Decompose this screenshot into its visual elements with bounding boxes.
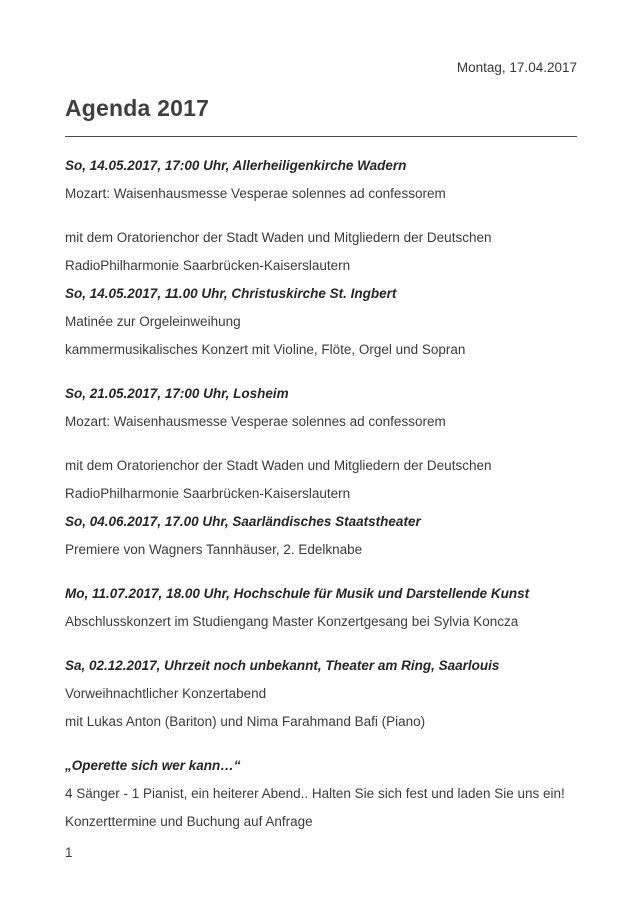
event-heading: So, 04.06.2017, 17.00 Uhr, Saarländisches Staatstheater — [65, 514, 421, 529]
event-detail-line: kammermusikalisches Konzert mit Violine, Flöte, Orgel und Sopran — [65, 342, 466, 357]
event-detail-line: RadioPhilharmonie Saarbrücken-Kaiserslautern — [65, 486, 351, 501]
event-detail-line: Matinée zur Orgeleinweihung — [65, 314, 241, 329]
agenda-body — [65, 152, 577, 836]
event-heading: So, 21.05.2017, 17:00 Uhr, Losheim — [65, 386, 289, 401]
page-title: Agenda 2017 — [65, 95, 210, 121]
event-heading: So, 14.05.2017, 11.00 Uhr, Christuskirche St. Ingbert — [65, 286, 397, 301]
document-date: Montag, 17.04.2017 — [456, 60, 577, 75]
event-heading: So, 14.05.2017, 17:00 Uhr, Allerheiligenkirche Wadern — [65, 158, 407, 173]
page-number: 1 — [65, 845, 73, 860]
event-heading: Mo, 11.07.2017, 18.00 Uhr, Hochschule für Musik und Darstellende Kunst — [65, 586, 530, 601]
event-detail-line: mit dem Oratorienchor der Stadt Waden und Mitgliedern der Deutschen — [65, 458, 492, 473]
event-heading: Sa, 02.12.2017, Uhrzeit noch unbekannt, Theater am Ring, Saarlouis — [65, 658, 500, 673]
title-divider — [65, 136, 577, 137]
event-detail-line: Premiere von Wagners Tannhäuser, 2. Edelknabe — [65, 542, 363, 557]
event-detail-line: Mozart: Waisenhausmesse Vesperae solennes ad confessorem — [65, 186, 446, 201]
event-detail-line: RadioPhilharmonie Saarbrücken-Kaiserslautern — [65, 258, 351, 273]
event-detail-line: Mozart: Waisenhausmesse Vesperae solennes ad confessorem — [65, 414, 446, 429]
event-detail-line: Abschlusskonzert im Studiengang Master Konzertgesang bei Sylvia Koncza — [65, 614, 519, 629]
event-detail-line: Vorweihnachtlicher Konzertabend — [65, 686, 267, 701]
event-detail-line: 4 Sänger - 1 Pianist, ein heiterer Abend.. Halten Sie sich fest und laden Sie uns ein! — [65, 786, 565, 801]
event-detail-line: mit Lukas Anton (Bariton) und Nima Farahmand Bafi (Piano) — [65, 714, 426, 729]
event-detail-line: Konzerttermine und Buchung auf Anfrage — [65, 814, 313, 829]
event-heading: „Operette sich wer kann…“ — [65, 758, 241, 773]
event-detail-line: mit dem Oratorienchor der Stadt Waden und Mitgliedern der Deutschen — [65, 230, 492, 245]
